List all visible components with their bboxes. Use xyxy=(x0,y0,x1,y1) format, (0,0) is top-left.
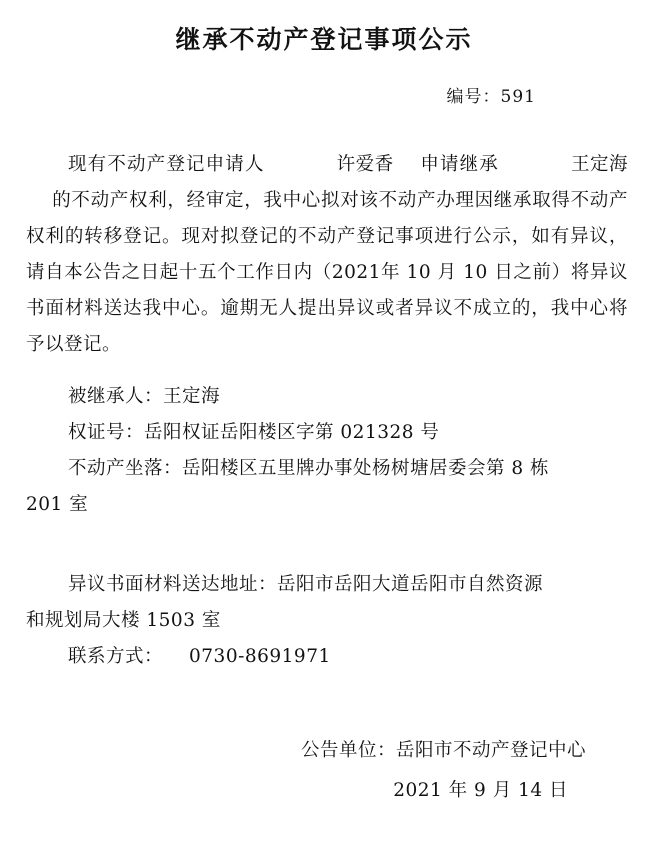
body-block xyxy=(0,147,648,363)
objection-address-label: 异议书面材料送达地址： xyxy=(68,574,278,595)
field-property-location-cont-value: 201 室 xyxy=(26,494,89,515)
document-number xyxy=(0,82,648,107)
section-spacer xyxy=(0,523,648,557)
field-list xyxy=(0,379,648,523)
issuer-value: 岳阳市不动产登记中心 xyxy=(395,740,586,761)
paragraph-rest: 的不动产权利，经审定，我中心拟对该不动产办理因继承取得不动产权利的转移登记。现对拟登记的不动产登记事项进行公示，如有异议，请自本公告之日起十五个工作日内（2021年 10 月 10 日之前）将异议书面材料送达我中心。逾期无人提出异议或者异议不成立的，我中心将予以登记。 xyxy=(26,190,628,355)
field-property-location-label: 不动产坐落： xyxy=(68,458,183,479)
contact-label: 联系方式： xyxy=(68,646,164,667)
document-number-value: 591 xyxy=(500,87,536,107)
objection-address-value-cont: 和规划局大楼 1503 室 xyxy=(26,610,221,631)
paragraph-lead: 现有不动产登记申请人 xyxy=(68,154,265,175)
field-decedent xyxy=(26,379,648,415)
field-property-location-value: 岳阳楼区五里牌办事处杨树塘居委会第 8 栋 xyxy=(182,458,550,479)
objection-address-line-cont xyxy=(26,603,648,639)
decedent-name-inline: 王定海 xyxy=(570,154,628,175)
document-page xyxy=(0,20,648,867)
field-certificate-number xyxy=(26,415,648,451)
field-certificate-number-value: 岳阳权证岳阳楼区字第 021328 号 xyxy=(144,422,440,443)
applicant-name: 许爱香 xyxy=(336,154,394,175)
objection-address-line xyxy=(26,567,648,603)
contact-line xyxy=(26,639,648,675)
page-title: 继承不动产登记事项公示 xyxy=(175,25,473,54)
field-decedent-value: 王定海 xyxy=(163,386,221,407)
signature-block xyxy=(0,731,648,811)
document-number-label: 编号： xyxy=(446,87,501,107)
notice-block xyxy=(0,567,648,675)
main-paragraph xyxy=(26,147,628,363)
paragraph-middle: 申请继承 xyxy=(419,154,499,175)
objection-address-value: 岳阳市岳阳大道岳阳市自然资源 xyxy=(277,574,544,595)
field-decedent-label: 被继承人： xyxy=(68,386,164,407)
issuer-label: 公告单位： xyxy=(300,740,396,761)
field-property-location-cont xyxy=(26,487,648,523)
field-property-location xyxy=(26,451,648,487)
field-certificate-number-label: 权证号： xyxy=(68,422,145,443)
issuer-line xyxy=(0,731,586,771)
contact-value: 0730-8691971 xyxy=(189,646,331,667)
issue-date: 2021 年 9 月 14 日 xyxy=(393,780,568,801)
